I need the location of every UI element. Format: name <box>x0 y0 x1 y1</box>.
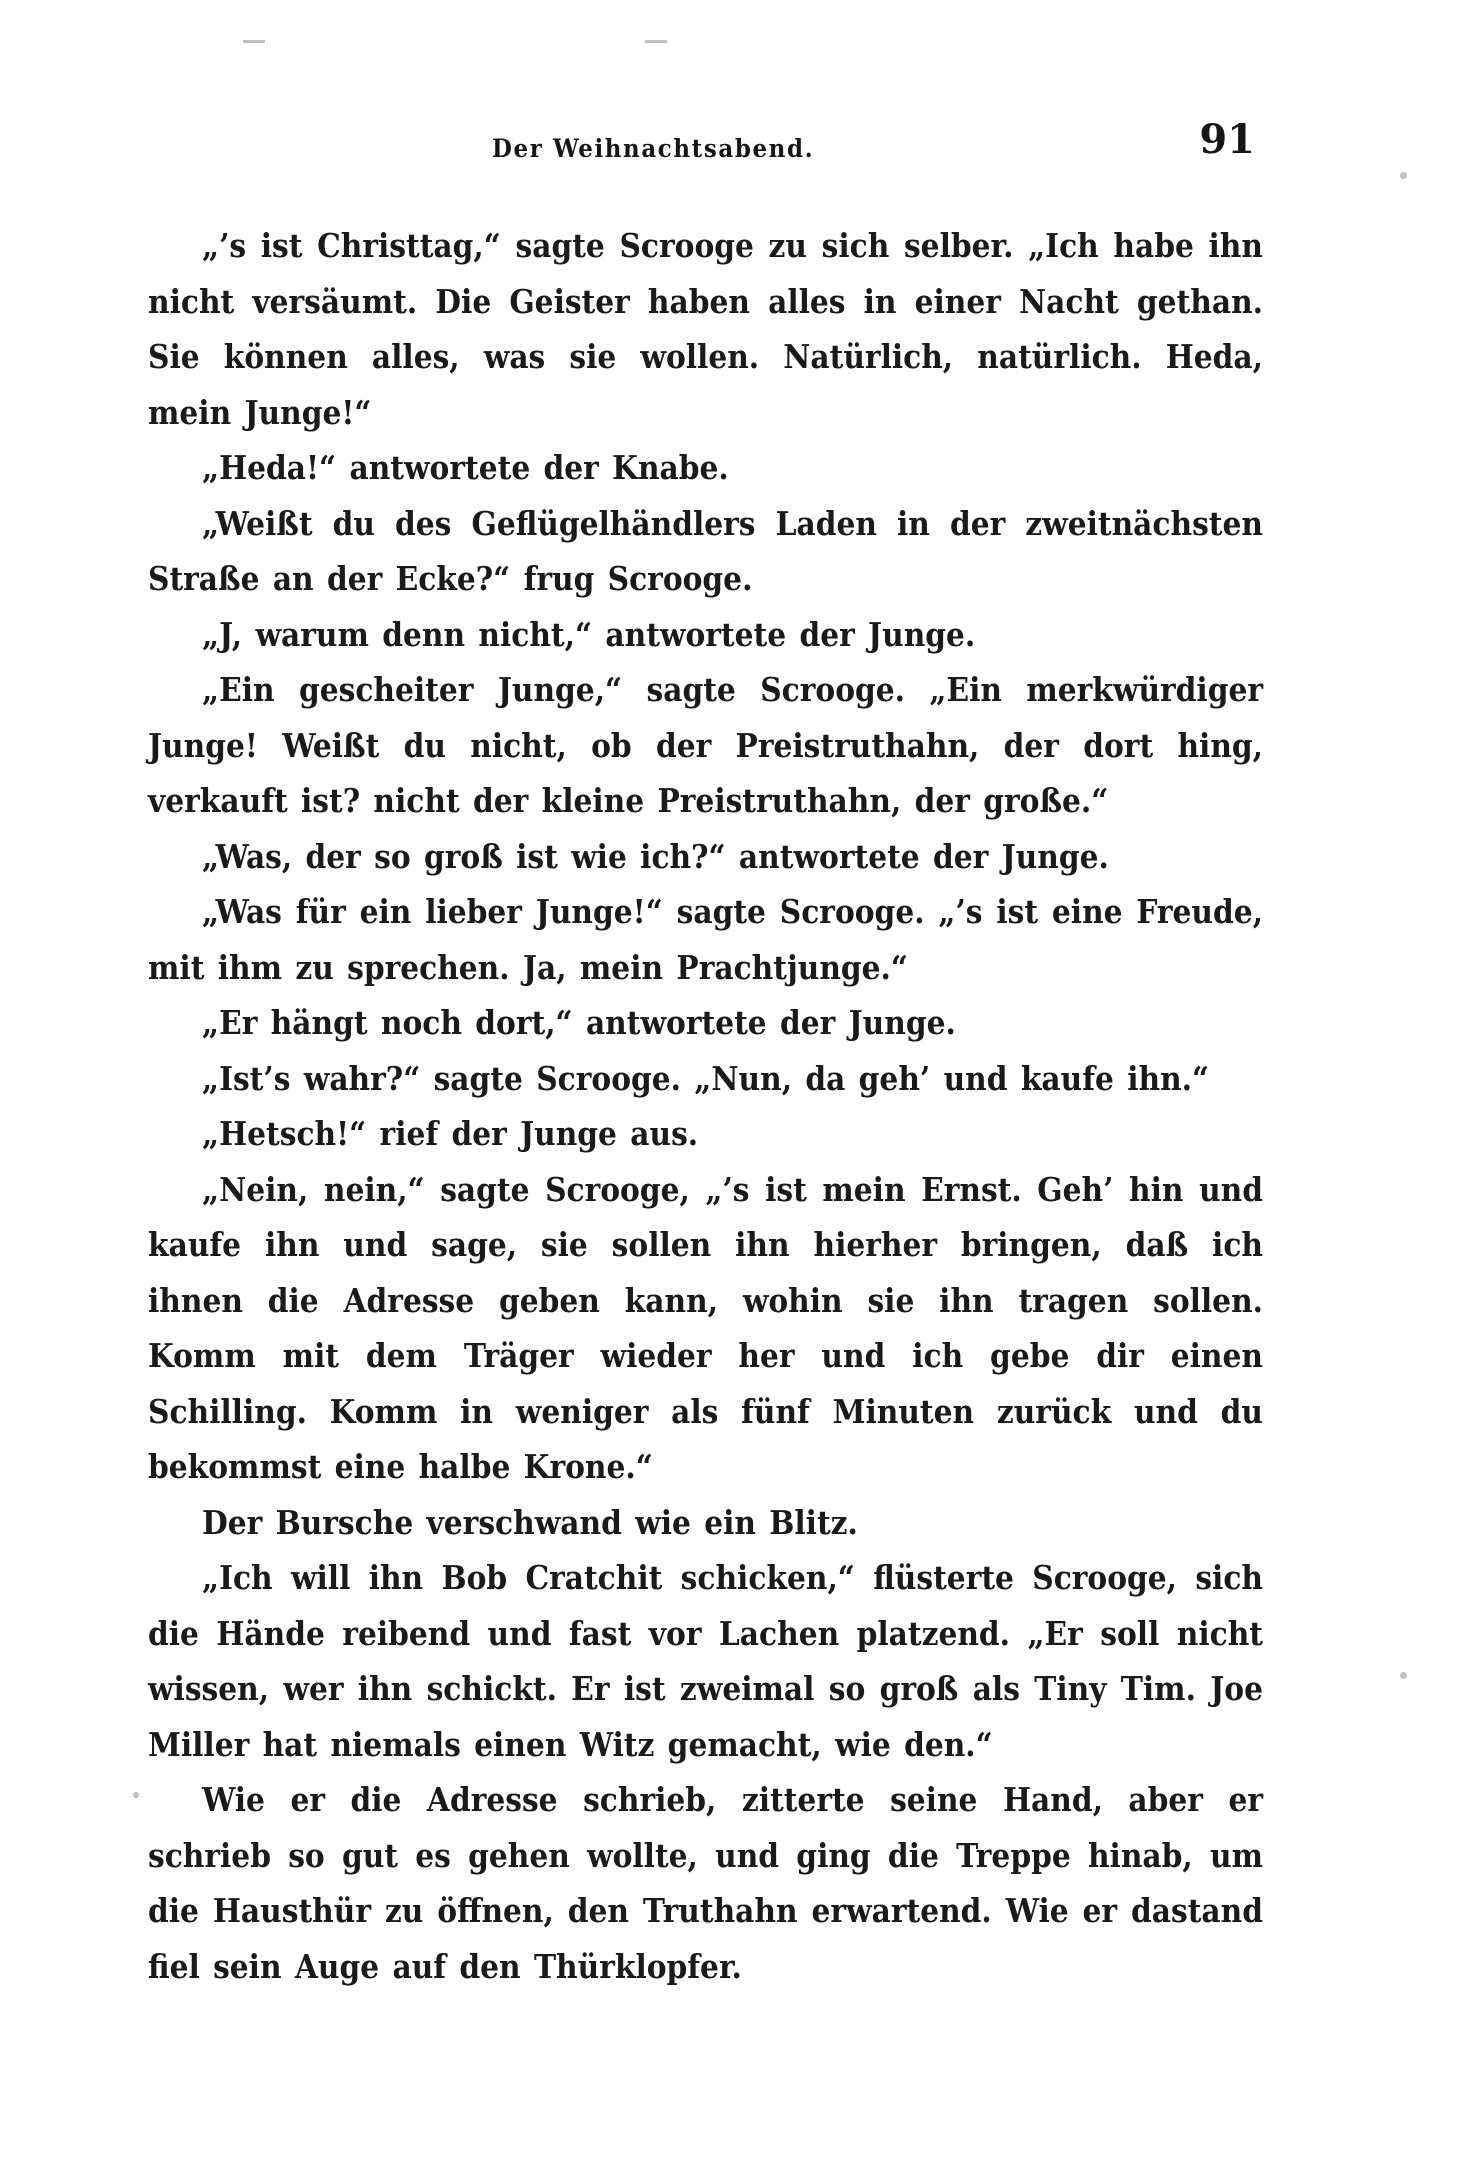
paragraph: Wie er die Adresse schrieb, zitterte seine Hand, aber er schrieb so gut es gehen wollte, und ging die Treppe hinab, um die Hausthür zu öffnen, den Truthahn erwartend. Wie er dastand fiel sein Auge auf den Thürklopfer. <box>148 1780 1263 1986</box>
paragraph: „Heda!“ antwortete der Knabe. <box>202 448 729 487</box>
paragraph: „’s ist Christtag,“ sagte Scrooge zu sich selber. „Ich habe ihn nicht versäumt. Die Geister haben alles in einer Nacht gethan. Sie können alles, was sie wollen. Natürlich, natürlich. Heda, mein Junge!“ <box>148 226 1263 432</box>
paragraph: „Nein, nein,“ sagte Scrooge, „’s ist mein Ernst. Geh’ hin und kaufe ihn und sage, sie sollen ihn hierher bringen, daß ich ihnen die Adresse geben kann, wohin sie ihn tragen sollen. Komm mit dem Träger wieder her und ich gebe dir einen Schilling. Komm in weniger als fünf Minuten zurück und du bekommst eine halbe Krone.“ <box>148 1169 1263 1486</box>
paragraph: Der Bursche verschwand wie ein Blitz. <box>202 1502 858 1542</box>
paragraph: „Weißt du des Geflügelhändlers Laden in der zweitnächsten Straße an der Ecke?“ frug Scrooge. <box>148 503 1263 598</box>
scan-artifact <box>1400 1672 1407 1679</box>
scan-artifact <box>133 1792 139 1798</box>
page-header <box>148 116 1263 180</box>
paragraph: „Ein gescheiter Junge,“ sagte Scrooge. „Ein merkwürdiger Junge! Weißt du nicht, ob der Preistruthahn, der dort hing, verkauft ist? nicht der kleine Preistruthahn, der große.“ <box>148 670 1263 820</box>
paragraph: „Ist’s wahr?“ sagte Scrooge. „Nun, da geh’ und kaufe ihn.“ <box>202 1058 1210 1098</box>
paragraph: „Was, der so groß ist wie ich?“ antwortete der Junge. <box>202 836 1109 876</box>
body-text <box>148 218 1263 1994</box>
scan-artifact <box>1400 172 1407 179</box>
paragraph: „Was für ein lieber Junge!“ sagte Scrooge. „’s ist eine Freude, mit ihm zu sprechen. Ja, mein Prachtjunge.“ <box>148 892 1263 987</box>
page-content <box>148 116 1263 1994</box>
running-head: Der Weihnachtsabend. <box>492 134 815 164</box>
scan-artifact <box>645 40 667 43</box>
paragraph: „Er hängt noch dort,“ antwortete der Junge. <box>202 1003 956 1042</box>
page-number: 91 <box>1199 116 1255 163</box>
paragraph: „Ich will ihn Bob Cratchit schicken,“ flüsterte Scrooge, sich die Hände reibend und fast vor Lachen platzend. „Er soll nicht wissen, wer ihn schickt. Er ist zweimal so groß als Tiny Tim. Joe Miller hat niemals einen Witz gemacht, wie den.“ <box>148 1558 1263 1764</box>
scan-artifact <box>243 40 265 43</box>
paragraph: „J, warum denn nicht,“ antwortete der Junge. <box>202 614 976 654</box>
paragraph: „Hetsch!“ rief der Junge aus. <box>202 1114 699 1153</box>
